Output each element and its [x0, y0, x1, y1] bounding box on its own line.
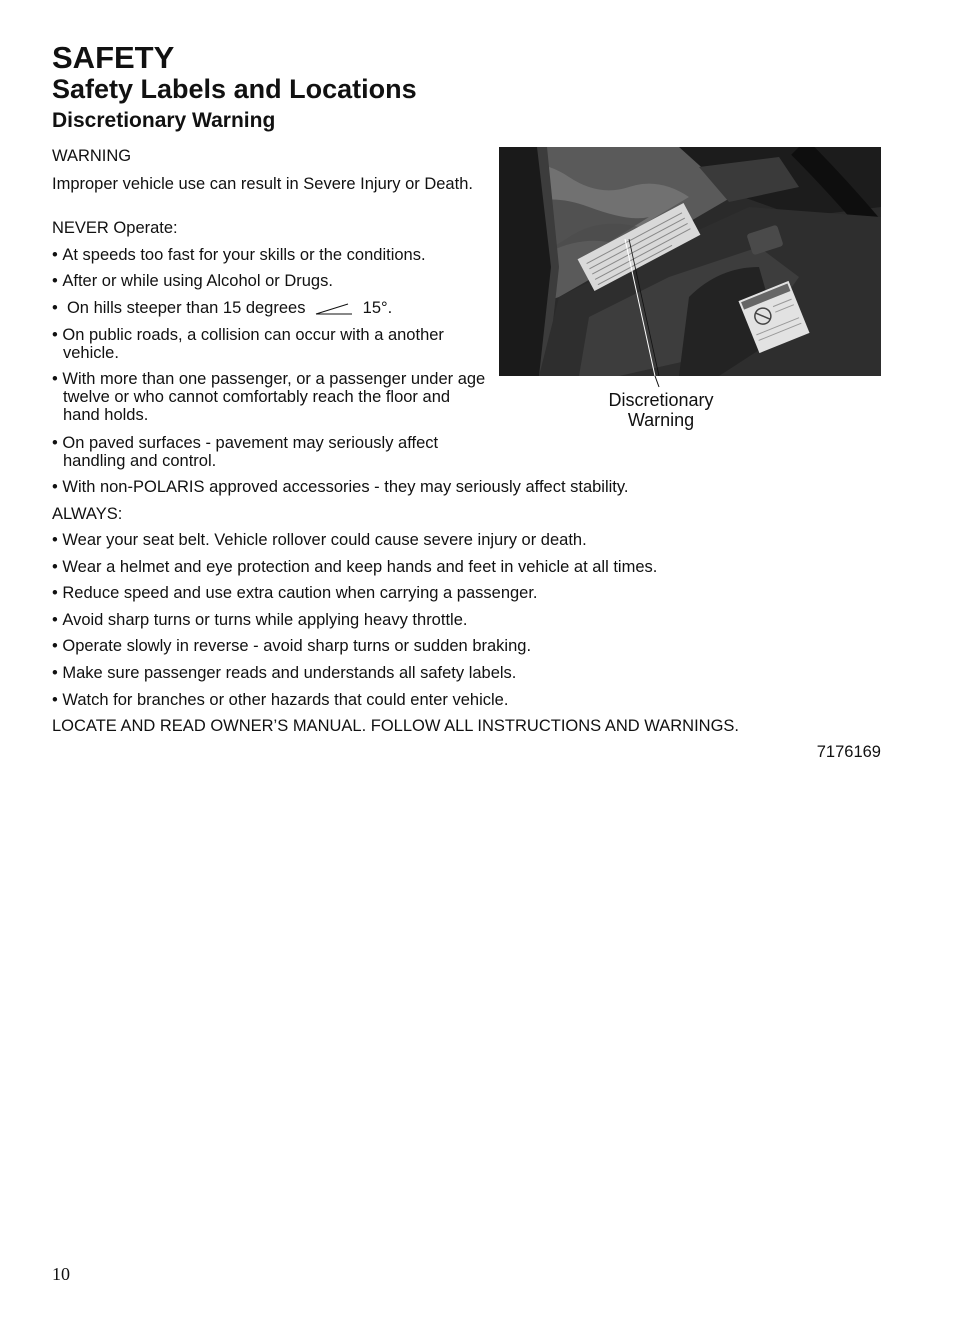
list-item: • Avoid sharp turns or turns while applying heavy throttle. [52, 611, 467, 629]
always-heading: ALWAYS: [52, 505, 123, 523]
callout-leader-line [640, 376, 670, 388]
slope-value: 15°. [362, 299, 393, 317]
never-heading: NEVER Operate: [52, 219, 178, 237]
figure-caption [586, 390, 736, 430]
warning-intro: Improper vehicle use can result in Severe Injury or Death. [52, 175, 473, 193]
list-item: • On public roads, a collision can occur with a another vehicle. [52, 326, 491, 362]
caption-line: Discretionary [608, 390, 714, 410]
section-title: SAFETY [52, 40, 175, 75]
list-item: • Wear a helmet and eye protection and keep hands and feet in vehicle at all times. [52, 558, 657, 576]
part-number: 7176169 [816, 743, 881, 761]
list-item: • At speeds too fast for your skills or the conditions. [52, 246, 491, 264]
list-item: • Make sure passenger reads and understands all safety labels. [52, 664, 516, 682]
vehicle-dashboard-photo [499, 147, 881, 376]
closing-instruction: LOCATE AND READ OWNER’S MANUAL. FOLLOW ALL INSTRUCTIONS AND WARNINGS. [52, 717, 739, 735]
list-item: • Reduce speed and use extra caution when carrying a passenger. [52, 584, 538, 602]
page-title: Safety Labels and Locations [52, 74, 417, 104]
list-item: • With more than one passenger, or a passenger under age twelve or who cannot comfortably reach the floor and hand holds. [52, 370, 491, 424]
list-item: • Watch for branches or other hazards that could enter vehicle. [52, 691, 508, 709]
caption-line: Warning [627, 410, 695, 430]
warning-heading: WARNING [52, 147, 132, 165]
list-item: • Operate slowly in reverse - avoid sharp turns or sudden braking. [52, 637, 531, 655]
list-item: • With non-POLARIS approved accessories - they may seriously affect stability. [52, 478, 629, 496]
list-item-text: On hills steeper than 15 degrees [66, 299, 306, 317]
subsection-title: Discretionary Warning [52, 109, 276, 132]
slope-icon [314, 302, 354, 316]
list-item: • After or while using Alcohol or Drugs. [52, 272, 491, 290]
list-item-slope [52, 299, 491, 317]
dashboard-illustration [499, 147, 881, 376]
list-item: • Wear your seat belt. Vehicle rollover could cause severe injury or death. [52, 531, 587, 549]
page-number: 10 [52, 1264, 70, 1284]
list-item: • On paved surfaces - pavement may seriously affect handling and control. [52, 434, 491, 470]
